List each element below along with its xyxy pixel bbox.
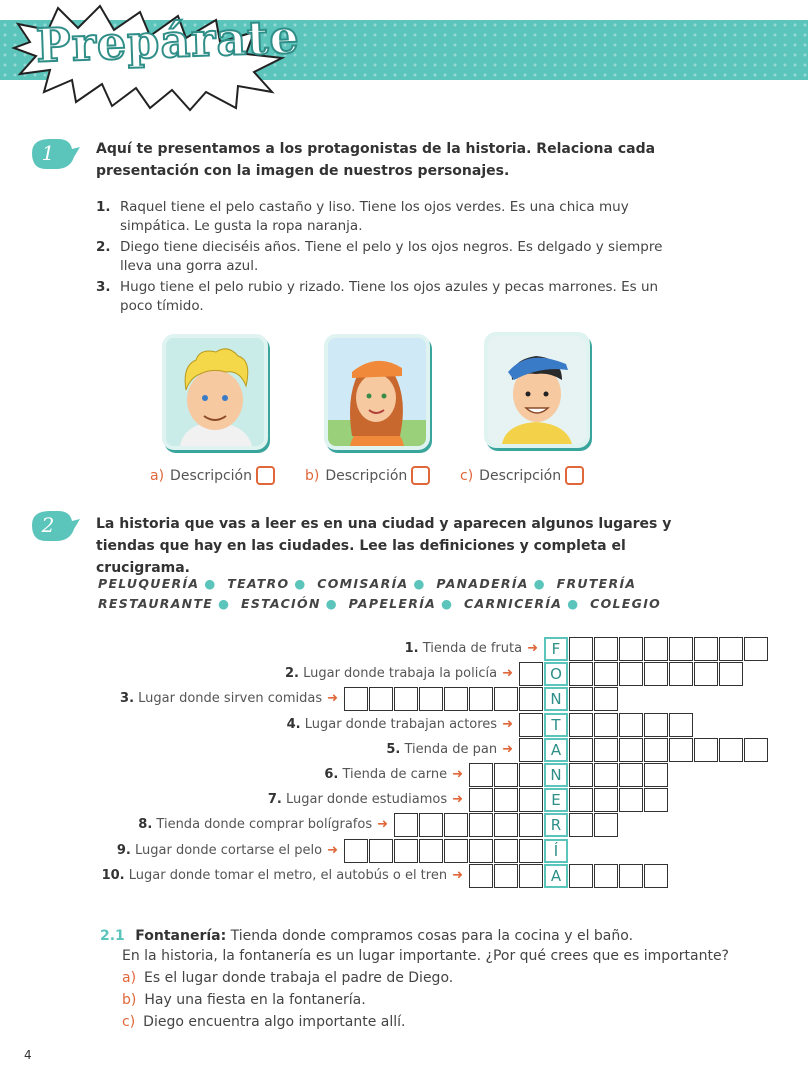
list-item: 2. Diego tiene dieciséis años. Tiene el pelo y los ojos negros. Es delgado y siempre lleva una gorra azul. [96, 239, 663, 274]
crossword-cell[interactable] [394, 839, 418, 863]
crossword-cell[interactable] [669, 738, 693, 762]
crossword-cell[interactable] [444, 687, 468, 711]
crossword-cell[interactable] [519, 763, 543, 787]
crossword-cell[interactable] [694, 637, 718, 661]
crossword-cell[interactable] [644, 738, 668, 762]
answer-checkbox[interactable] [565, 466, 584, 485]
arrow-right-icon: ➜ [502, 742, 513, 757]
crossword-cell[interactable] [469, 788, 493, 812]
crossword-cell[interactable] [344, 687, 368, 711]
crossword-cell[interactable] [594, 637, 618, 661]
crossword-cell[interactable] [519, 662, 543, 686]
crossword-cell[interactable] [594, 738, 618, 762]
crossword-cell[interactable] [369, 687, 393, 711]
crossword-clue: 3. Lugar donde sirven comidas ➜ [120, 691, 338, 706]
crossword-cell[interactable] [694, 662, 718, 686]
crossword-cell[interactable] [644, 788, 668, 812]
description-option-b: b) Descripción [305, 466, 430, 485]
crossword-clue: 6. Tienda de carne ➜ [324, 767, 463, 782]
crossword-cell[interactable] [419, 839, 443, 863]
crossword-cell[interactable] [494, 687, 518, 711]
crossword-cell[interactable] [644, 637, 668, 661]
crossword-key-letter: Í [544, 839, 568, 863]
crossword-cell[interactable] [594, 662, 618, 686]
exercise-2-instruction: La historia que vas a leer es en una ciudad y aparecen algunos lugares y tiendas que hay en las ciudades. Lee las definiciones y completa el crucigrama. [96, 516, 672, 576]
page-title: Prepárate [35, 9, 301, 73]
portrait-diego [484, 332, 590, 448]
crossword-cell[interactable] [619, 738, 643, 762]
exercise-2-number: 2 [41, 513, 55, 537]
arrow-right-icon: ➜ [452, 767, 463, 782]
crossword-cell[interactable] [744, 738, 768, 762]
crossword-cell[interactable] [569, 738, 593, 762]
crossword-cell[interactable] [494, 813, 518, 837]
crossword-key-letter: N [544, 763, 568, 787]
crossword-cell[interactable] [469, 864, 493, 888]
arrow-right-icon: ➜ [452, 792, 463, 807]
crossword-key-letter: A [544, 864, 568, 888]
answer-option-b[interactable]: b) Hay una fiesta en la fontanería. [122, 992, 366, 1008]
crossword-clue: 5. Tienda de pan ➜ [386, 742, 513, 757]
crossword-cell[interactable] [494, 788, 518, 812]
crossword-clue: 2. Lugar donde trabaja la policía ➜ [284, 666, 513, 681]
crossword-clue: 4. Lugar donde trabajan actores ➜ [286, 717, 513, 732]
arrow-right-icon: ➜ [377, 817, 388, 832]
crossword-cell[interactable] [519, 738, 543, 762]
crossword-cell[interactable] [469, 839, 493, 863]
arrow-right-icon: ➜ [502, 717, 513, 732]
crossword-key-letter: F [544, 637, 568, 661]
crossword-clue: 8. Tienda donde comprar bolígrafos ➜ [138, 817, 388, 832]
crossword-key-letter: R [544, 813, 568, 837]
question: En la historia, la fontanería es un lugar importante. ¿Por qué crees que es importante? [122, 948, 729, 964]
character-descriptions-list [96, 198, 696, 318]
crossword-cell[interactable] [619, 788, 643, 812]
crossword-clue: 10. Lugar donde tomar el metro, el autobús o el tren ➜ [101, 868, 463, 883]
crossword-cell[interactable] [719, 738, 743, 762]
crossword-key-letter: A [544, 738, 568, 762]
crossword-cell[interactable] [594, 713, 618, 737]
crossword-cell[interactable] [669, 713, 693, 737]
crossword-cell[interactable] [744, 637, 768, 661]
crossword-cell[interactable] [419, 813, 443, 837]
crossword-cell[interactable] [719, 637, 743, 661]
crossword-cell[interactable] [519, 687, 543, 711]
word-bank-row-1: PELUQUERÍA ● TEATRO ● COMISARÍA ● PANADERÍA ● FRUTERÍA [98, 576, 637, 591]
crossword-key-letter: N [544, 687, 568, 711]
crossword-cell[interactable] [494, 839, 518, 863]
crossword-cell[interactable] [519, 864, 543, 888]
description-option-a: a) Descripción [150, 466, 275, 485]
arrow-right-icon: ➜ [527, 641, 538, 656]
crossword-cell[interactable] [569, 637, 593, 661]
crossword-key-letter: T [544, 713, 568, 737]
crossword-cell[interactable] [569, 788, 593, 812]
crossword-cell[interactable] [444, 839, 468, 863]
crossword-cell[interactable] [594, 788, 618, 812]
arrow-right-icon: ➜ [452, 868, 463, 883]
crossword-cell[interactable] [419, 687, 443, 711]
crossword-key-letter: E [544, 788, 568, 812]
crossword-cell[interactable] [444, 813, 468, 837]
crossword-cell[interactable] [494, 864, 518, 888]
crossword-cell[interactable] [519, 813, 543, 837]
crossword-cell[interactable] [719, 662, 743, 686]
crossword-cell[interactable] [594, 864, 618, 888]
crossword-cell[interactable] [519, 788, 543, 812]
exercise-1-instruction: Aquí te presentamos a los protagonistas de la historia. Relaciona cada presentación con la imagen de nuestros personajes. [96, 141, 656, 179]
crossword-cell[interactable] [644, 763, 668, 787]
arrow-right-icon: ➜ [327, 691, 338, 706]
list-item: 3. Hugo tiene el pelo rubio y rizado. Tiene los ojos azules y pecas marrones. Es un poco tímido. [96, 279, 659, 314]
portrait-raquel [324, 334, 430, 450]
page-number: 4 [24, 1048, 32, 1062]
crossword-cell[interactable] [569, 813, 593, 837]
crossword-cell[interactable] [669, 637, 693, 661]
crossword-cell[interactable] [619, 864, 643, 888]
crossword-cell[interactable] [669, 662, 693, 686]
term: Fontanería: [135, 928, 227, 944]
crossword-cell[interactable] [469, 763, 493, 787]
crossword-clue: 7. Lugar donde estudiamos ➜ [267, 792, 463, 807]
arrow-right-icon: ➜ [327, 843, 338, 858]
crossword-cell[interactable] [569, 864, 593, 888]
crossword-cell[interactable] [694, 738, 718, 762]
answer-checkbox[interactable] [411, 466, 430, 485]
crossword-key-letter: O [544, 662, 568, 686]
exercise-2-1 [100, 926, 780, 1032]
crossword-cell[interactable] [569, 713, 593, 737]
crossword-cell[interactable] [619, 662, 643, 686]
crossword-cell[interactable] [594, 687, 618, 711]
crossword-cell[interactable] [569, 687, 593, 711]
crossword-cell[interactable] [519, 839, 543, 863]
list-item: 1. Raquel tiene el pelo castaño y liso. Tiene los ojos verdes. Es una chica muy simpática. Le gusta la ropa naranja. [96, 199, 629, 234]
crossword-cell[interactable] [394, 813, 418, 837]
crossword-cell[interactable] [344, 839, 368, 863]
crossword-cell[interactable] [569, 662, 593, 686]
crossword-cell[interactable] [569, 763, 593, 787]
exercise-2-1-label: 2.1 [100, 928, 125, 944]
answer-option-c[interactable]: c) Diego encuentra algo importante allí. [122, 1014, 406, 1030]
portrait-hugo [162, 334, 268, 450]
arrow-right-icon: ➜ [502, 666, 513, 681]
answer-option-a[interactable]: a) Es el lugar donde trabaja el padre de Diego. [122, 970, 454, 986]
crossword-cell[interactable] [394, 687, 418, 711]
crossword-cell[interactable] [619, 637, 643, 661]
crossword-cell[interactable] [469, 813, 493, 837]
crossword-cell[interactable] [594, 763, 618, 787]
crossword-cell[interactable] [494, 763, 518, 787]
word-bank-row-2: RESTAURANTE ● ESTACIÓN ● PAPELERÍA ● CARNICERÍA ● COLEGIO [98, 596, 662, 611]
crossword-cell[interactable] [619, 713, 643, 737]
crossword-cell[interactable] [644, 713, 668, 737]
term-definition: Tienda donde compramos cosas para la cocina y el baño. [230, 928, 634, 944]
exercise-1-number: 1 [41, 141, 55, 165]
crossword-cell[interactable] [519, 713, 543, 737]
crossword-clue: 1. Tienda de fruta ➜ [404, 641, 538, 656]
crossword-cell[interactable] [469, 687, 493, 711]
answer-checkbox[interactable] [256, 466, 275, 485]
crossword-cell[interactable] [594, 813, 618, 837]
crossword-cell[interactable] [369, 839, 393, 863]
crossword-cell[interactable] [644, 864, 668, 888]
crossword-cell[interactable] [619, 763, 643, 787]
crossword-cell[interactable] [644, 662, 668, 686]
crossword-clue: 9. Lugar donde cortarse el pelo ➜ [116, 843, 338, 858]
description-option-c: c) Descripción [460, 466, 584, 485]
